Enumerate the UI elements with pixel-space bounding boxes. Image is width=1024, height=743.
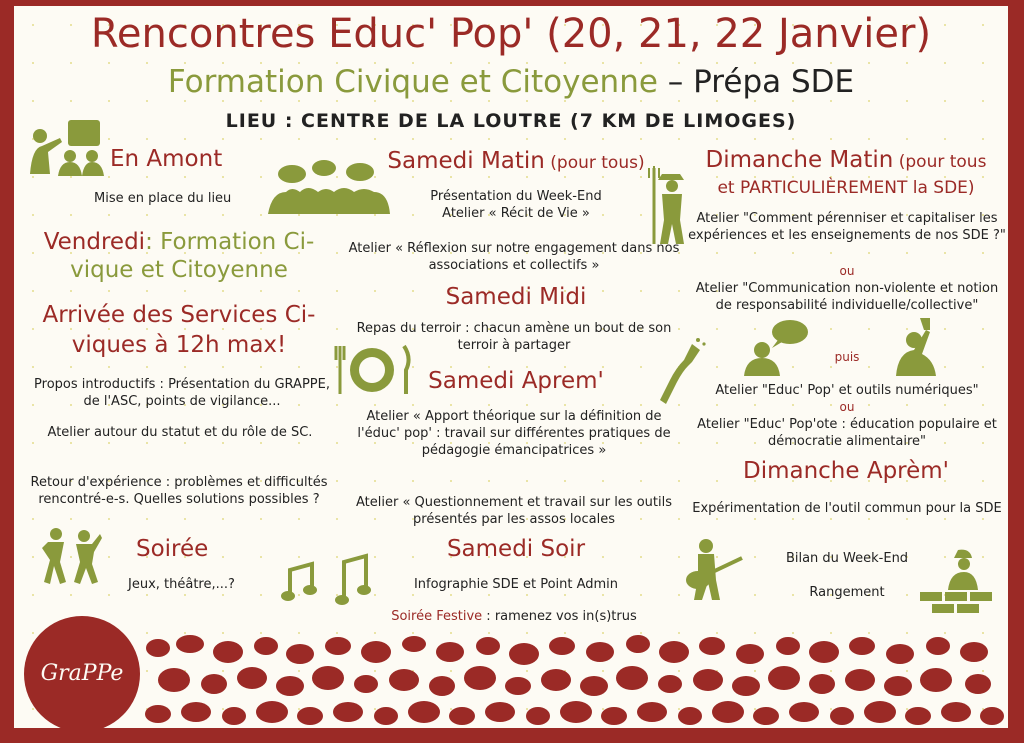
samedi-aprem-title: Samedi Aprem' [428,368,604,394]
left-item-3: Retour d'expérience : problèmes et difficultés rencontré-e-s. Quelles solutions possibles ? [30,475,328,507]
samedi-aprem-2: Atelier « Questionnement et travail sur les outils présentés par les assos locales [356,495,672,527]
dimanche-aprem-2: Bilan du Week-End [785,551,909,566]
samedi-matin-3: Atelier « Réflexion sur notre engagement dans nos associations et collectifs » [348,241,680,273]
or-separator-2: ou [839,400,855,414]
vendredi-label: Vendredi [43,229,146,255]
soiree-title: Soirée [136,536,209,562]
subtitle-black: Prépa SDE [693,64,855,100]
dimanche-matin-note-2: et PARTICULIÈREMENT la SDE) [717,178,975,198]
left-item-1: Propos introductifs : Présentation du GRAPPE, de l'ASC, points de vigilance... [34,377,330,409]
dancers-icon [40,526,104,586]
dimanche-matin-title: Dimanche Matin [705,147,894,173]
dimanche-aprem-title: Dimanche Aprèm' [742,458,950,484]
arrivee-line-2: viques à 12h max! [71,332,287,358]
poster [14,6,1008,728]
vendredi-block [14,228,344,284]
en-amont-text: Mise en place du lieu [94,191,232,206]
builder-bricks-icon [918,546,998,616]
dimanche-matin-heading [684,148,1008,200]
soiree-festive [348,608,680,625]
samedi-matin-note: (pour tous) [544,153,645,173]
samedi-aprem-1: Atelier « Apport théorique sur la définition de l'éduc' pop' : travail sur différentes pratiques de pédagogie émancipatrices » [357,409,671,458]
arrivee-line-1: Arrivée des Services Ci- [42,302,316,328]
samedi-matin-title: Samedi Matin [387,148,545,174]
soiree-text: Jeux, théâtre,...? [128,577,235,592]
dimanche-atelier-2: Atelier "Communication non-violente et notion de responsabilité individuelle/collective" [695,281,999,313]
vendredi-text-1: : Formation Ci- [145,229,315,255]
en-amont-title: En Amont [110,146,223,172]
samedi-midi-title: Samedi Midi [445,284,587,310]
samedi-soir-title: Samedi Soir [446,536,586,562]
festive-label: Soirée Festive [391,609,483,624]
guitarist-icon [676,536,746,602]
samedi-matin-2: Atelier « Récit de Vie » [442,206,590,221]
samedi-matin-heading [356,148,676,176]
puis-separator: puis [834,350,860,364]
samedi-soir-text: Infographie SDE et Point Admin [413,577,619,592]
left-item-2: Atelier autour du statut et du rôle de SC. [47,425,313,440]
fist-person-icon [890,316,950,378]
dimanche-aprem-1: Expérimentation de l'outil commun pour la SDE [692,501,1002,516]
meeting-icon [26,118,106,178]
grappe-logo [24,616,148,726]
dimanche-matin-note: (pour tous [893,152,987,172]
vendredi-text-2: vique et Citoyenne [70,257,288,283]
or-separator-1: ou [839,264,855,278]
samedi-midi-text: Repas du terroir : chacun amène un bout de son terroir à partager [356,321,672,353]
speaking-person-icon [740,318,810,378]
subtitle-green: Formation Civique et Citoyenne [167,64,658,100]
dimanche-atelier-4: Atelier "Educ' Pop'ote : éducation populaire et démocratie alimentaire" [697,417,997,449]
logo-text: GraPPe [40,661,124,686]
dimanche-atelier-3: Atelier "Educ' Pop' et outils numériques" [715,383,979,398]
page-title: Rencontres Educ' Pop' (20, 21, 22 Janvier) [90,11,932,57]
festive-text: : ramenez vos in(s)trus [482,609,637,624]
subtitle [14,64,1008,100]
location: LIEU : CENTRE DE LA LOUTRE (7 KM DE LIMOGES) [225,110,797,132]
dimanche-atelier-1: Atelier "Comment pérenniser et capitaliser les expériences et les enseignements de nos SDE ?" [688,211,1006,243]
subtitle-sep: – [657,64,694,100]
arrivee-block [14,300,344,360]
grape-dots-decoration [144,634,1008,728]
dimanche-aprem-3: Rangement [809,585,885,600]
samedi-matin-1: Présentation du Week-End [430,189,602,204]
